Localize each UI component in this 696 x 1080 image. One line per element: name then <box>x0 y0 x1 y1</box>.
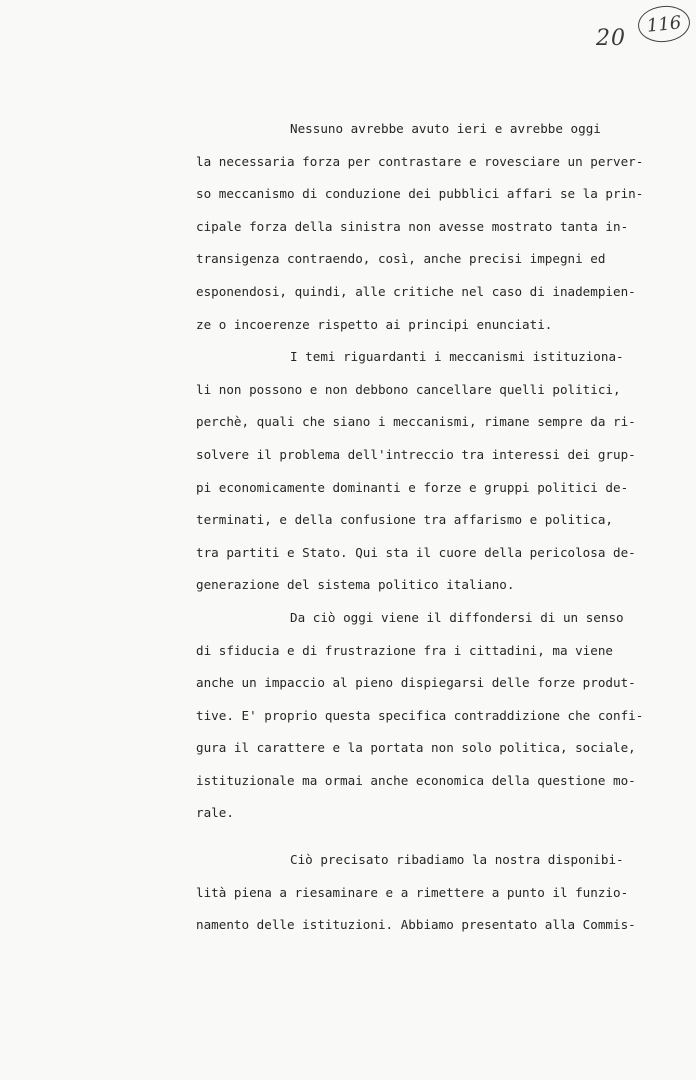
text-line: cipale forza della sinistra non avesse mostrato tanta in- <box>196 218 629 234</box>
text-line: namento delle istituzioni. Abbiamo presentato alla Commis- <box>196 917 636 933</box>
text-line: istituzionale ma ormai anche economica della questione mo- <box>196 772 636 788</box>
text-line: rale. <box>196 805 234 821</box>
text-line: pi economicamente dominanti e forze e gruppi politici de- <box>196 479 629 495</box>
text-line: so meccanismo di conduzione dei pubblici affari se la prin- <box>196 186 644 202</box>
text-line: ze o incoerenze rispetto ai principi enunciati. <box>196 316 553 332</box>
text-line: I temi riguardanti i meccanismi istituziona- <box>290 349 624 365</box>
text-line: tive. E' proprio questa specifica contraddizione che confi- <box>196 707 644 723</box>
circled-page-number <box>636 3 691 44</box>
text-line: la necessaria forza per contrastare e rovesciare un perver- <box>196 153 644 169</box>
text-line: transigenza contraendo, così, anche precisi impegni ed <box>196 251 606 267</box>
text-line: lità piena a riesaminare e a rimettere a punto il funzio- <box>196 884 629 900</box>
text-line: solvere il problema dell'intreccio tra interessi dei grup- <box>196 446 636 462</box>
text-line: Nessuno avrebbe avuto ieri e avrebbe oggi <box>290 121 601 136</box>
circled-page-number-text: 116 <box>645 11 683 37</box>
text-line: gura il carattere e la portata non solo politica, sociale, <box>196 740 636 756</box>
text-line: anche un impaccio al pieno dispiegarsi delle forze produt- <box>196 675 636 691</box>
text-line: tra partiti e Stato. Qui sta il cuore della pericolosa de- <box>196 544 636 560</box>
text-line: perchè, quali che siano i meccanismi, rimane sempre da ri- <box>196 414 636 430</box>
text-line: di sfiducia e di frustrazione fra i cittadini, ma viene <box>196 642 614 658</box>
text-line: terminati, e della confusione tra affarismo e politica, <box>196 512 614 528</box>
text-line: esponendosi, quindi, alle critiche nel caso di inadempien- <box>196 283 636 299</box>
body-text <box>196 117 644 946</box>
text-line: li non possono e non debbono cancellare quelli politici, <box>196 381 621 397</box>
text-line: Da ciò oggi viene il diffondersi di un senso <box>290 609 624 625</box>
text-line: Ciò precisato ribadiamo la nostra disponibi- <box>290 852 624 868</box>
text-line: generazione del sistema politico italiano. <box>196 577 515 593</box>
handwritten-page-number: 20 <box>596 26 626 51</box>
